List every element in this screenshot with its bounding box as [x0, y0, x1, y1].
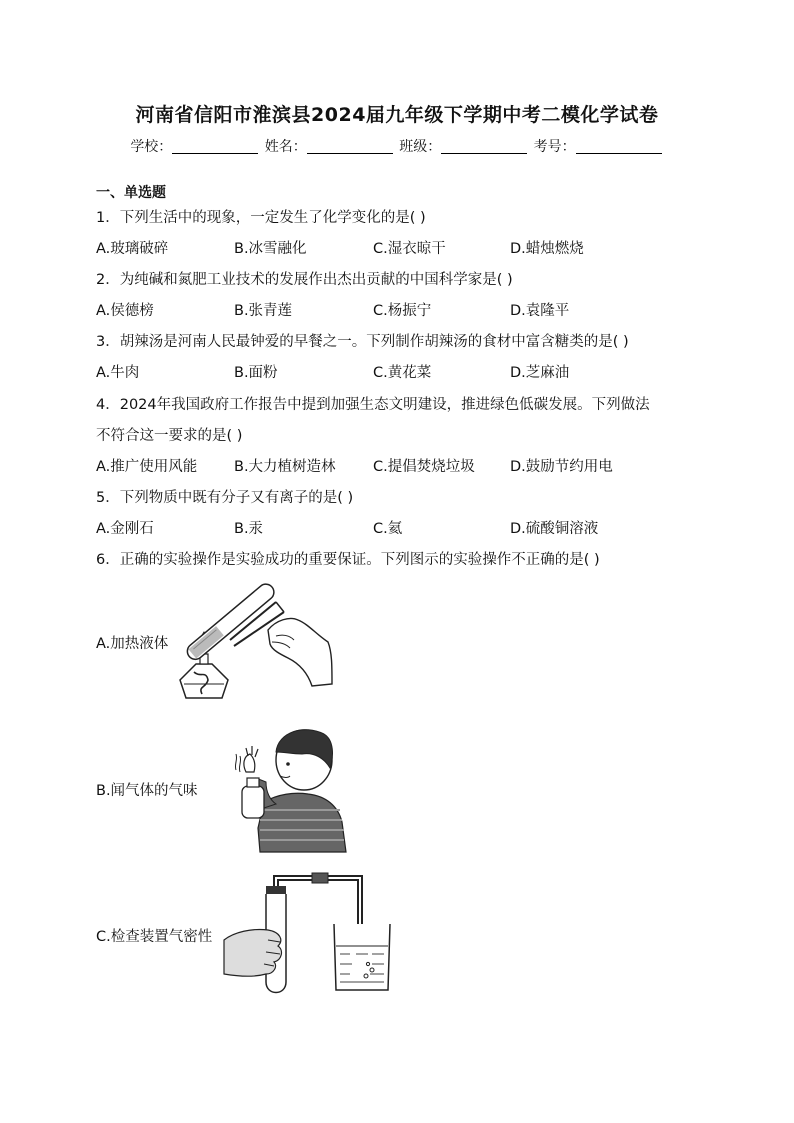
- page-title: 河南省信阳市淮滨县2024届九年级下学期中考二模化学试卷: [135, 104, 659, 126]
- option-b[interactable]: B.张青莲: [234, 303, 293, 319]
- figure-b-label[interactable]: B.闻气体的气味: [96, 783, 198, 799]
- number-blank[interactable]: [576, 139, 662, 154]
- option-c[interactable]: C.杨振宁: [373, 303, 432, 319]
- option-b[interactable]: B.冰雪融化: [234, 241, 307, 257]
- airtightness-check-illustration: [222, 870, 398, 998]
- question-3-stem: 3．胡辣汤是河南人民最钟爱的早餐之一。下列制作胡辣汤的食材中富含糖类的是( ): [96, 334, 629, 350]
- option-d[interactable]: D.蜡烛燃烧: [510, 241, 584, 257]
- question-5-options: [96, 517, 716, 539]
- question-4-options: [96, 455, 716, 477]
- name-label: 姓名：: [264, 139, 307, 155]
- option-c[interactable]: C.湿衣晾干: [373, 241, 446, 257]
- section-heading: 一、单选题: [96, 185, 166, 201]
- question-4-stem-line-2: 不符合这一要求的是( ): [96, 428, 243, 444]
- option-d[interactable]: D.鼓励节约用电: [510, 459, 613, 475]
- name-blank[interactable]: [307, 139, 393, 154]
- question-6-stem: 6．正确的实验操作是实验成功的重要保证。下列图示的实验操作不正确的是( ): [96, 552, 600, 568]
- school-blank[interactable]: [172, 139, 258, 154]
- option-b[interactable]: B.大力植树造林: [234, 459, 336, 475]
- figure-a-label[interactable]: A.加热液体: [96, 636, 169, 652]
- option-c[interactable]: C.氦: [373, 521, 403, 537]
- school-label: 学校：: [130, 139, 173, 155]
- question-1-options: [96, 237, 716, 259]
- option-b[interactable]: B.面粉: [234, 365, 278, 381]
- number-label: 考号：: [533, 139, 576, 155]
- option-d[interactable]: D.袁隆平: [510, 303, 570, 319]
- class-blank[interactable]: [441, 139, 527, 154]
- option-c[interactable]: C.提倡焚烧垃圾: [373, 459, 475, 475]
- option-a[interactable]: A.金刚石: [96, 521, 154, 537]
- question-4-stem-line-1: 4．2024年我国政府工作报告中提到加强生态文明建设，推进绿色低碳发展。下列做法: [96, 397, 650, 413]
- question-3-options: [96, 361, 716, 383]
- option-a[interactable]: A.侯德榜: [96, 303, 154, 319]
- option-a[interactable]: A.玻璃破碎: [96, 241, 169, 257]
- smelling-gas-illustration: [234, 724, 350, 854]
- question-2-options: [96, 299, 716, 321]
- figure-c-label[interactable]: C.检查装置气密性: [96, 929, 213, 945]
- question-1-stem: 1．下列生活中的现象，一定发生了化学变化的是( ): [96, 210, 426, 226]
- heating-liquid-illustration: [172, 580, 338, 704]
- option-b[interactable]: B.汞: [234, 521, 264, 537]
- option-d[interactable]: D.芝麻油: [510, 365, 570, 381]
- class-label: 班级：: [399, 139, 442, 155]
- option-a[interactable]: A.推广使用风能: [96, 459, 198, 475]
- option-c[interactable]: C.黄花菜: [373, 365, 432, 381]
- option-d[interactable]: D.硫酸铜溶液: [510, 521, 599, 537]
- question-5-stem: 5．下列物质中既有分子又有离子的是( ): [96, 490, 354, 506]
- option-a[interactable]: A.牛肉: [96, 365, 140, 381]
- question-2-stem: 2．为纯碱和氮肥工业技术的发展作出杰出贡献的中国科学家是( ): [96, 272, 513, 288]
- student-info-line: [0, 136, 794, 156]
